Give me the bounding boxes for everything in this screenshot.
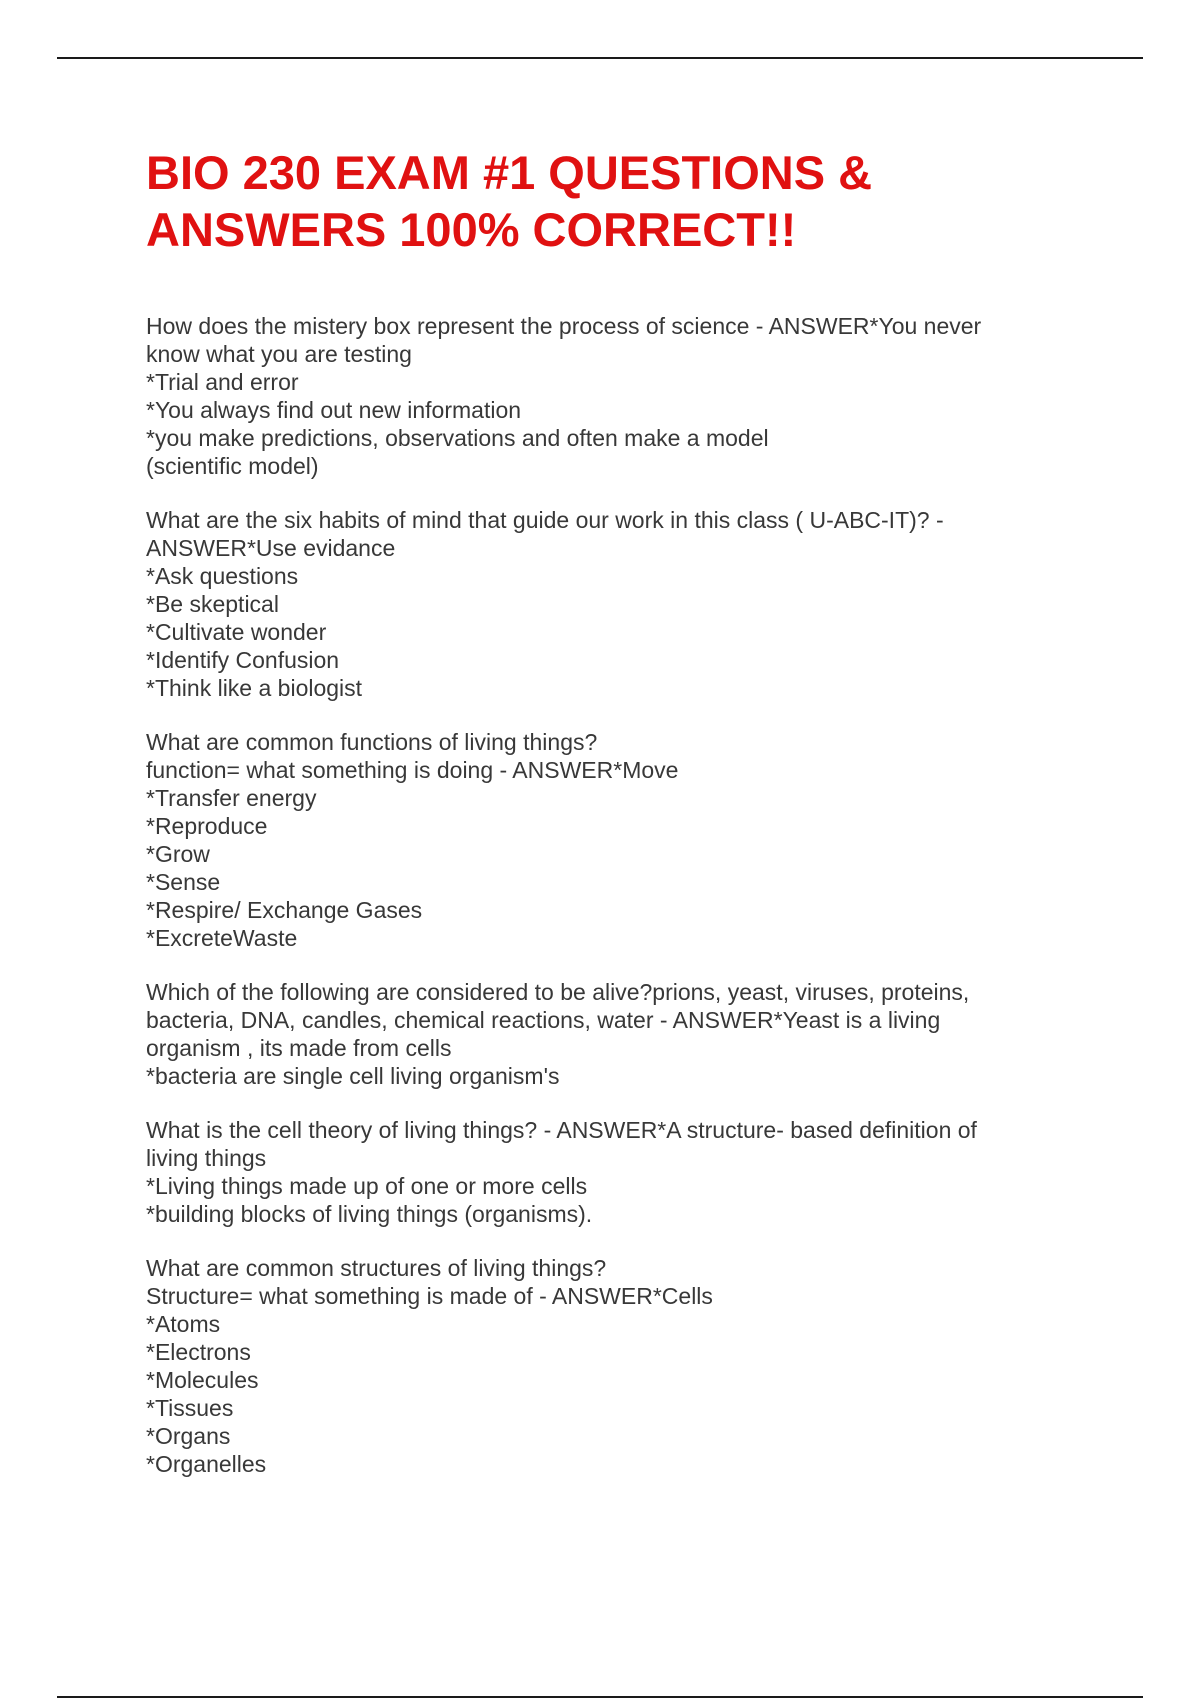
qa-content [146,312,1066,1478]
top-rule [57,57,1143,59]
question-line: What is the cell theory of living things? - ANSWER*A structure- based definition of [146,1117,977,1143]
answer-line: *You always find out new information [146,397,522,423]
answer-line: bacteria, DNA, candles, chemical reactions, water - ANSWER*Yeast is a living [146,1007,941,1033]
answer-line: living things [146,1145,267,1171]
answer-line: *Grow [146,841,210,867]
block-spacer [146,1090,1066,1116]
qa-block [146,506,1066,702]
block-spacer [146,952,1066,978]
answer-line: Structure= what something is made of - ANSWER*Cells [146,1283,713,1309]
answer-line: know what you are testing [146,341,412,367]
answer-line: function= what something is doing - ANSWER*Move [146,757,679,783]
qa-block [146,312,1066,480]
answer-line: *you make predictions, observations and often make a model [146,425,769,451]
title-line-2: ANSWERS 100% CORRECT!! [146,203,797,256]
question-line: Which of the following are considered to be alive?prions, yeast, viruses, proteins, [146,979,970,1005]
answer-line: *Transfer energy [146,785,317,811]
qa-block [146,728,1066,952]
qa-block [146,1254,1066,1478]
answer-line: (scientific model) [146,453,319,479]
title-line-1: BIO 230 EXAM #1 QUESTIONS & [146,146,873,199]
answer-line: *Identify Confusion [146,647,340,673]
qa-block [146,1116,1066,1228]
answer-line: *Sense [146,869,221,895]
answer-line: *Living things made up of one or more cells [146,1173,588,1199]
answer-line: *building blocks of living things (organisms). [146,1201,593,1227]
answer-line: *Organs [146,1423,231,1449]
answer-line: *Trial and error [146,369,299,395]
answer-line: *Molecules [146,1367,259,1393]
question-line: What are common functions of living things? [146,729,598,755]
answer-line: ANSWER*Use evidance [146,535,396,561]
answer-line: *Tissues [146,1395,234,1421]
question-line: How does the mistery box represent the process of science - ANSWER*You never [146,313,982,339]
answer-line: *Organelles [146,1451,267,1477]
answer-line: organism , its made from cells [146,1035,452,1061]
answer-line: *Think like a biologist [146,675,363,701]
block-spacer [146,480,1066,506]
answer-line: *ExcreteWaste [146,925,298,951]
document-title [146,144,1046,258]
answer-line: *bacteria are single cell living organism's [146,1063,560,1089]
bottom-rule [57,1696,1143,1698]
answer-line: *Cultivate wonder [146,619,327,645]
answer-line: *Electrons [146,1339,251,1365]
answer-line: *Reproduce [146,813,268,839]
block-spacer [146,702,1066,728]
block-spacer [146,1228,1066,1254]
question-line: What are common structures of living things? [146,1255,607,1281]
answer-line: *Ask questions [146,563,299,589]
qa-block [146,978,1066,1090]
question-line: What are the six habits of mind that guide our work in this class ( U-ABC-IT)? - [146,507,944,533]
answer-line: *Atoms [146,1311,221,1337]
answer-line: *Respire/ Exchange Gases [146,897,423,923]
answer-line: *Be skeptical [146,591,279,617]
